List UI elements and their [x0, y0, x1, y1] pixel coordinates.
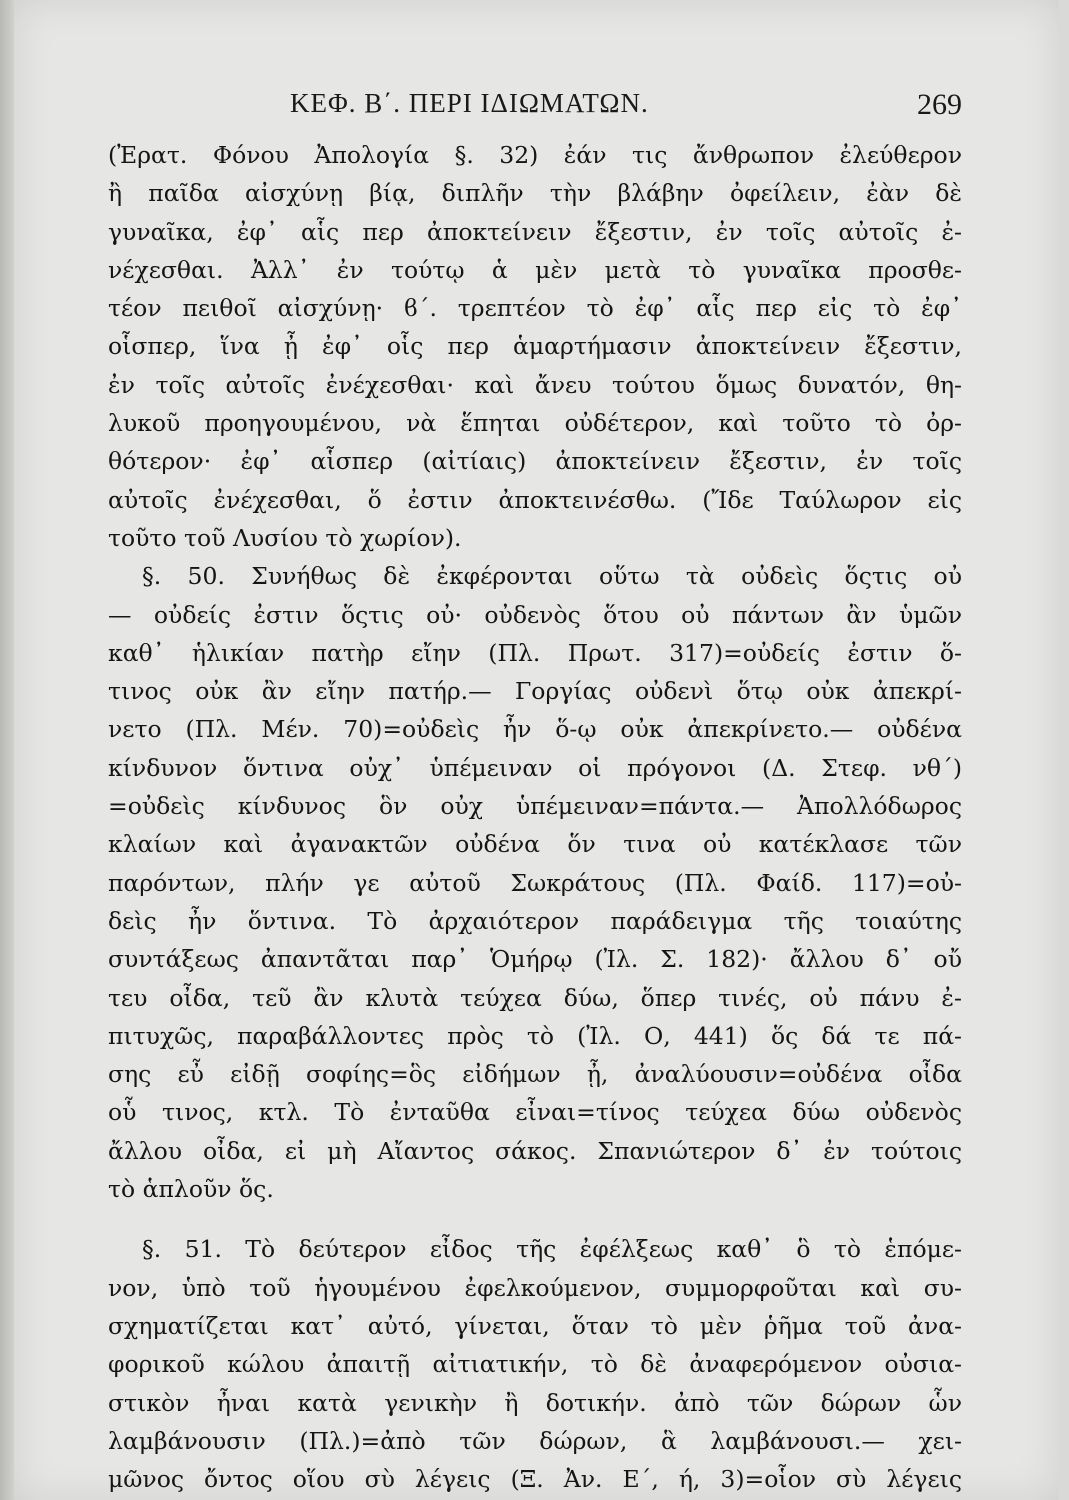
page-number: 269: [917, 88, 962, 121]
text-line: οἷσπερ, ἵνα ᾖ ἐφ᾽ οἷς περ ἁμαρτήμασιν ἀποκτείνειν ἔξεστιν,: [108, 332, 962, 361]
text-line: (Ἐρατ. Φόνου Ἀπολογία §. 32) ἐάν τις ἄνθρωπον ἐλεύθερον: [108, 141, 962, 169]
text-line: καθ᾽ ἡλικίαν πατὴρ εἴην (Πλ. Πρωτ. 317)=οὐδείς ἐστιν ὅ-: [108, 638, 962, 667]
text-line: θότερον· ἐφ᾽ αἷσπερ (αἰτίαις) ἀποκτείνειν ἔξεστιν, ἐν τοῖς: [108, 447, 962, 476]
text-line: γυναῖκα, ἐφ᾽ αἷς περ ἀποκτείνειν ἔξεστιν, ἐν τοῖς αὐτοῖς ἐ-: [108, 217, 962, 246]
section-50-start: §. 50. Συνήθως δὲ ἐκφέρονται οὕτω τὰ οὐδεὶς ὅςτις οὐ: [142, 562, 962, 591]
text-line: τὸ ἁπλοῦν ὅς.: [108, 1175, 274, 1204]
text-line: μῶνος ὄντος οἵου σὺ λέγεις (Ξ. Ἀν. Ε΄, ή, 3)=οἷον σὺ λέγεις: [108, 1465, 962, 1494]
text-line: δεὶς ἦν ὅντινα. Τὸ ἀρχαιότερον παράδειγμα τῆς τοιαύτης: [108, 906, 962, 935]
text-line: =οὐδεὶς κίνδυνος ὃν οὐχ ὑπέμειναν=πάντα.— Ἀπολλόδωρος: [108, 792, 962, 821]
text-line: νετο (Πλ. Μέν. 70)=οὐδεὶς ἦν ὅ-ῳ οὐκ ἀπεκρίνετο.— οὐδένα: [108, 715, 962, 744]
text-line: λαμβάνουσιν (Πλ.)=ἀπὸ τῶν δώρων, ἃ λαμβάνουσι.— χει-: [108, 1426, 962, 1455]
text-line: αὐτοῖς ἐνέχεσθαι, ὅ ἐστιν ἀποκτεινέσθω. (Ἴδε Ταύλωρον εἰς: [108, 485, 962, 514]
text-line: συντάξεως ἀπαντᾶται παρ᾽ Ὁμήρῳ (Ἰλ. Σ. 182)· ἄλλου δ᾽ οὔ: [108, 945, 962, 974]
text-line: νον, ὑπὸ τοῦ ἡγουμένου ἐφελκούμενον, συμμορφοῦται καὶ συ-: [108, 1273, 962, 1302]
text-line: στικὸν ἦναι κατὰ γενικὴν ἢ δοτικήν. ἀπὸ τῶν δώρων ὧν: [108, 1388, 962, 1417]
text-line: κλαίων καὶ ἀγανακτῶν οὐδένα ὅν τινα οὐ κατέκλασε τῶν: [108, 830, 962, 859]
text-line: ἄλλου οἶδα, εἰ μὴ Αἴαντος σάκος. Σπανιώτερον δ᾽ ἐν τούτοις: [108, 1136, 962, 1165]
text-line: — οὐδείς ἐστιν ὅςτις οὐ· οὐδενὸς ὅτου οὐ πάντων ἂν ὑμῶν: [108, 600, 962, 629]
page-header: [100, 88, 970, 128]
text-line: σης εὖ εἰδῇ σοφίης=ὃς εἰδήμων ᾖ, ἀναλύουσιν=οὐδένα οἶδα: [108, 1060, 962, 1089]
body-text: [108, 136, 962, 1498]
text-line: τοῦτο τοῦ Λυσίου τὸ χωρίον).: [108, 523, 462, 552]
text-line: νέχεσθαι. Ἀλλ᾽ ἐν τούτῳ ἁ μὲν μετὰ τὸ γυναῖκα προσθε-: [108, 255, 962, 284]
text-line: φορικοῦ κώλου ἀπαιτῇ αἰτιατικήν, τὸ δὲ ἀναφερόμενον οὐσια-: [108, 1350, 962, 1379]
text-line: σχηματίζεται κατ᾽ αὐτό, γίνεται, ὅταν τὸ μὲν ῥῆμα τοῦ ἀνα-: [108, 1311, 962, 1340]
paragraph-gap: [108, 1208, 962, 1230]
text-line: ἐν τοῖς αὐτοῖς ἐνέχεσθαι· καὶ ἄνευ τούτου ὅμως δυνατόν, θη-: [108, 370, 962, 399]
page-left-edge: [0, 0, 14, 1500]
text-line: οὗ τινος, κτλ. Τὸ ἐνταῦθα εἶναι=τίνος τεύχεα δύω οὐδενὸς: [108, 1098, 962, 1127]
text-line: τινος οὐκ ἂν εἴην πατήρ.— Γοργίας οὐδενὶ ὅτῳ οὐκ ἀπεκρί-: [108, 677, 962, 706]
running-head: ΚΕΦ. Β΄. ΠΕΡΙ ΙΔΙΩΜΑΤΩΝ.: [290, 88, 649, 118]
text-line: κίνδυνον ὅντινα οὐχ᾽ ὑπέμειναν οἱ πρόγονοι (Δ. Στεφ. νθ΄): [108, 753, 962, 782]
text-line: πιτυχῶς, παραβάλλοντες πρὸς τὸ (Ἰλ. Ο, 441) ὅς δά τε πά-: [108, 1021, 962, 1050]
text-line: λυκοῦ προηγουμένου, νὰ ἕπηται οὐδέτερον, καὶ τοῦτο τὸ ὀρ-: [108, 409, 962, 438]
text-line: τευ οἶδα, τεῦ ἂν κλυτὰ τεύχεα δύω, ὅπερ τινές, οὐ πάνυ ἐ-: [108, 983, 962, 1012]
section-51-start: §. 51. Τὸ δεύτερον εἶδος τῆς ἐφέλξεως καθ᾽ ὃ τὸ ἑπόμε-: [142, 1235, 962, 1264]
text-line: τέον πειθοῖ αἰσχύνῃ· ϐ΄. τρεπτέον τὸ ἐφ᾽ αἷς περ εἰς τὸ ἐφ᾽: [108, 294, 962, 323]
text-line: παρόντων, πλήν γε αὐτοῦ Σωκράτους (Πλ. Φαίδ. 117)=οὐ-: [108, 868, 962, 897]
text-line: ἢ παῖδα αἰσχύνῃ βίᾳ, διπλῆν τὴν βλάβην ὀφείλειν, ἐὰν δὲ: [108, 179, 962, 208]
